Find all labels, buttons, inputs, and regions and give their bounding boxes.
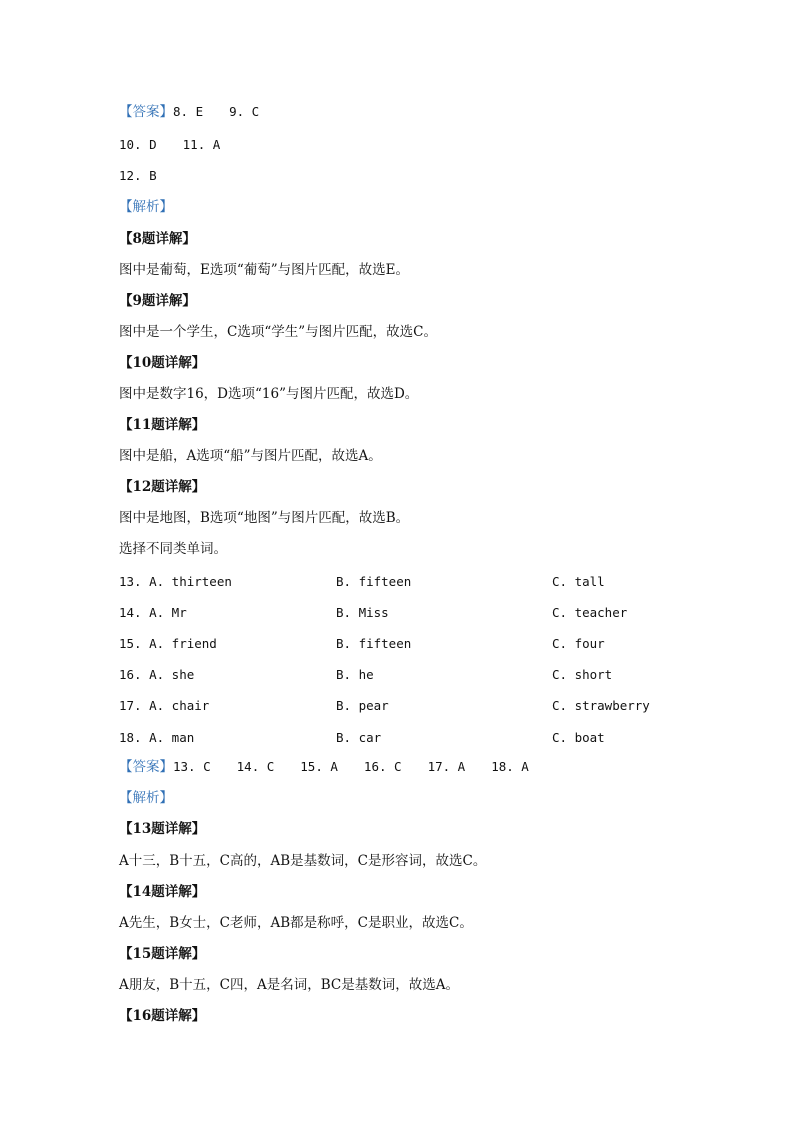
detail-heading: 【10题详解】 [119, 355, 206, 371]
detail-heading: 【8题详解】 [119, 231, 196, 247]
option-b: B. car [336, 730, 382, 745]
option-b: B. fifteen [336, 574, 412, 589]
option-c: C. tall [552, 574, 605, 589]
answer-line-1 [119, 101, 259, 123]
detail-text: A先生，B女士，C老师，AB都是称呼，C是职业，故选C。 [119, 915, 473, 931]
answer-tag: 【答案】 [119, 104, 173, 120]
question-row [119, 571, 679, 593]
option-c: C. teacher [552, 605, 628, 620]
answer-item: 13. C [173, 759, 211, 774]
option-b: B. he [336, 667, 374, 682]
section-instruction: 选择不同类单词。 [119, 541, 227, 557]
answer-tag: 【答案】 [119, 759, 173, 775]
detail-text: A朋友，B十五，C四，A是名词，BC是基数词，故选A。 [119, 977, 459, 993]
answer-line-3: 12. B [119, 168, 157, 183]
answer-line-2 [119, 134, 220, 156]
question-row [119, 633, 679, 655]
answer-item: 9. C [229, 104, 260, 119]
question-row [119, 602, 679, 624]
question-row [119, 695, 679, 717]
option-a: 13. A. thirteen [119, 574, 232, 589]
option-a: 14. A. Mr [119, 605, 187, 620]
detail-text: 图中是船，A选项“船”与图片匹配，故选A。 [119, 448, 382, 464]
option-a: 15. A. friend [119, 636, 217, 651]
answer-item: 16. C [363, 759, 402, 774]
option-a: 16. A. she [119, 667, 195, 682]
answer-item: 17. A [427, 759, 466, 774]
question-row [119, 727, 679, 749]
detail-heading: 【11题详解】 [119, 417, 206, 433]
option-c: C. strawberry [552, 698, 650, 713]
answer-item: 11. A [182, 137, 221, 152]
answer-item: 14. C [236, 759, 275, 774]
option-a: 17. A. chair [119, 698, 210, 713]
question-row [119, 664, 679, 686]
detail-heading: 【14题详解】 [119, 884, 206, 900]
detail-heading: 【16题详解】 [119, 1008, 206, 1024]
answer-line-4 [119, 756, 529, 778]
detail-heading: 【9题详解】 [119, 293, 196, 309]
detail-text: 图中是地图，B选项“地图”与图片匹配，故选B。 [119, 510, 410, 526]
analysis-heading: 【解析】 [119, 790, 173, 806]
answer-item: 15. A [300, 759, 338, 774]
option-b: B. fifteen [336, 636, 412, 651]
option-c: C. boat [552, 730, 605, 745]
option-a: 18. A. man [119, 730, 195, 745]
detail-heading: 【12题详解】 [119, 479, 206, 495]
option-b: B. pear [336, 698, 389, 713]
detail-text: 图中是数字16，D选项“16”与图片匹配，故选D。 [119, 386, 419, 402]
option-c: C. short [552, 667, 613, 682]
detail-heading: 【15题详解】 [119, 946, 206, 962]
detail-text: 图中是一个学生，C选项“学生”与图片匹配，故选C。 [119, 324, 437, 340]
answer-item: 8. E [173, 104, 204, 119]
option-b: B. Miss [336, 605, 389, 620]
analysis-heading: 【解析】 [119, 199, 173, 215]
option-c: C. four [552, 636, 605, 651]
detail-heading: 【13题详解】 [119, 821, 206, 837]
detail-text: 图中是葡萄，E选项“葡萄”与图片匹配，故选E。 [119, 262, 410, 278]
answer-item: 18. A [491, 759, 529, 774]
detail-text: A十三，B十五，C高的，AB是基数词，C是形容词，故选C。 [119, 853, 487, 869]
answer-item: 10. D [119, 137, 157, 152]
